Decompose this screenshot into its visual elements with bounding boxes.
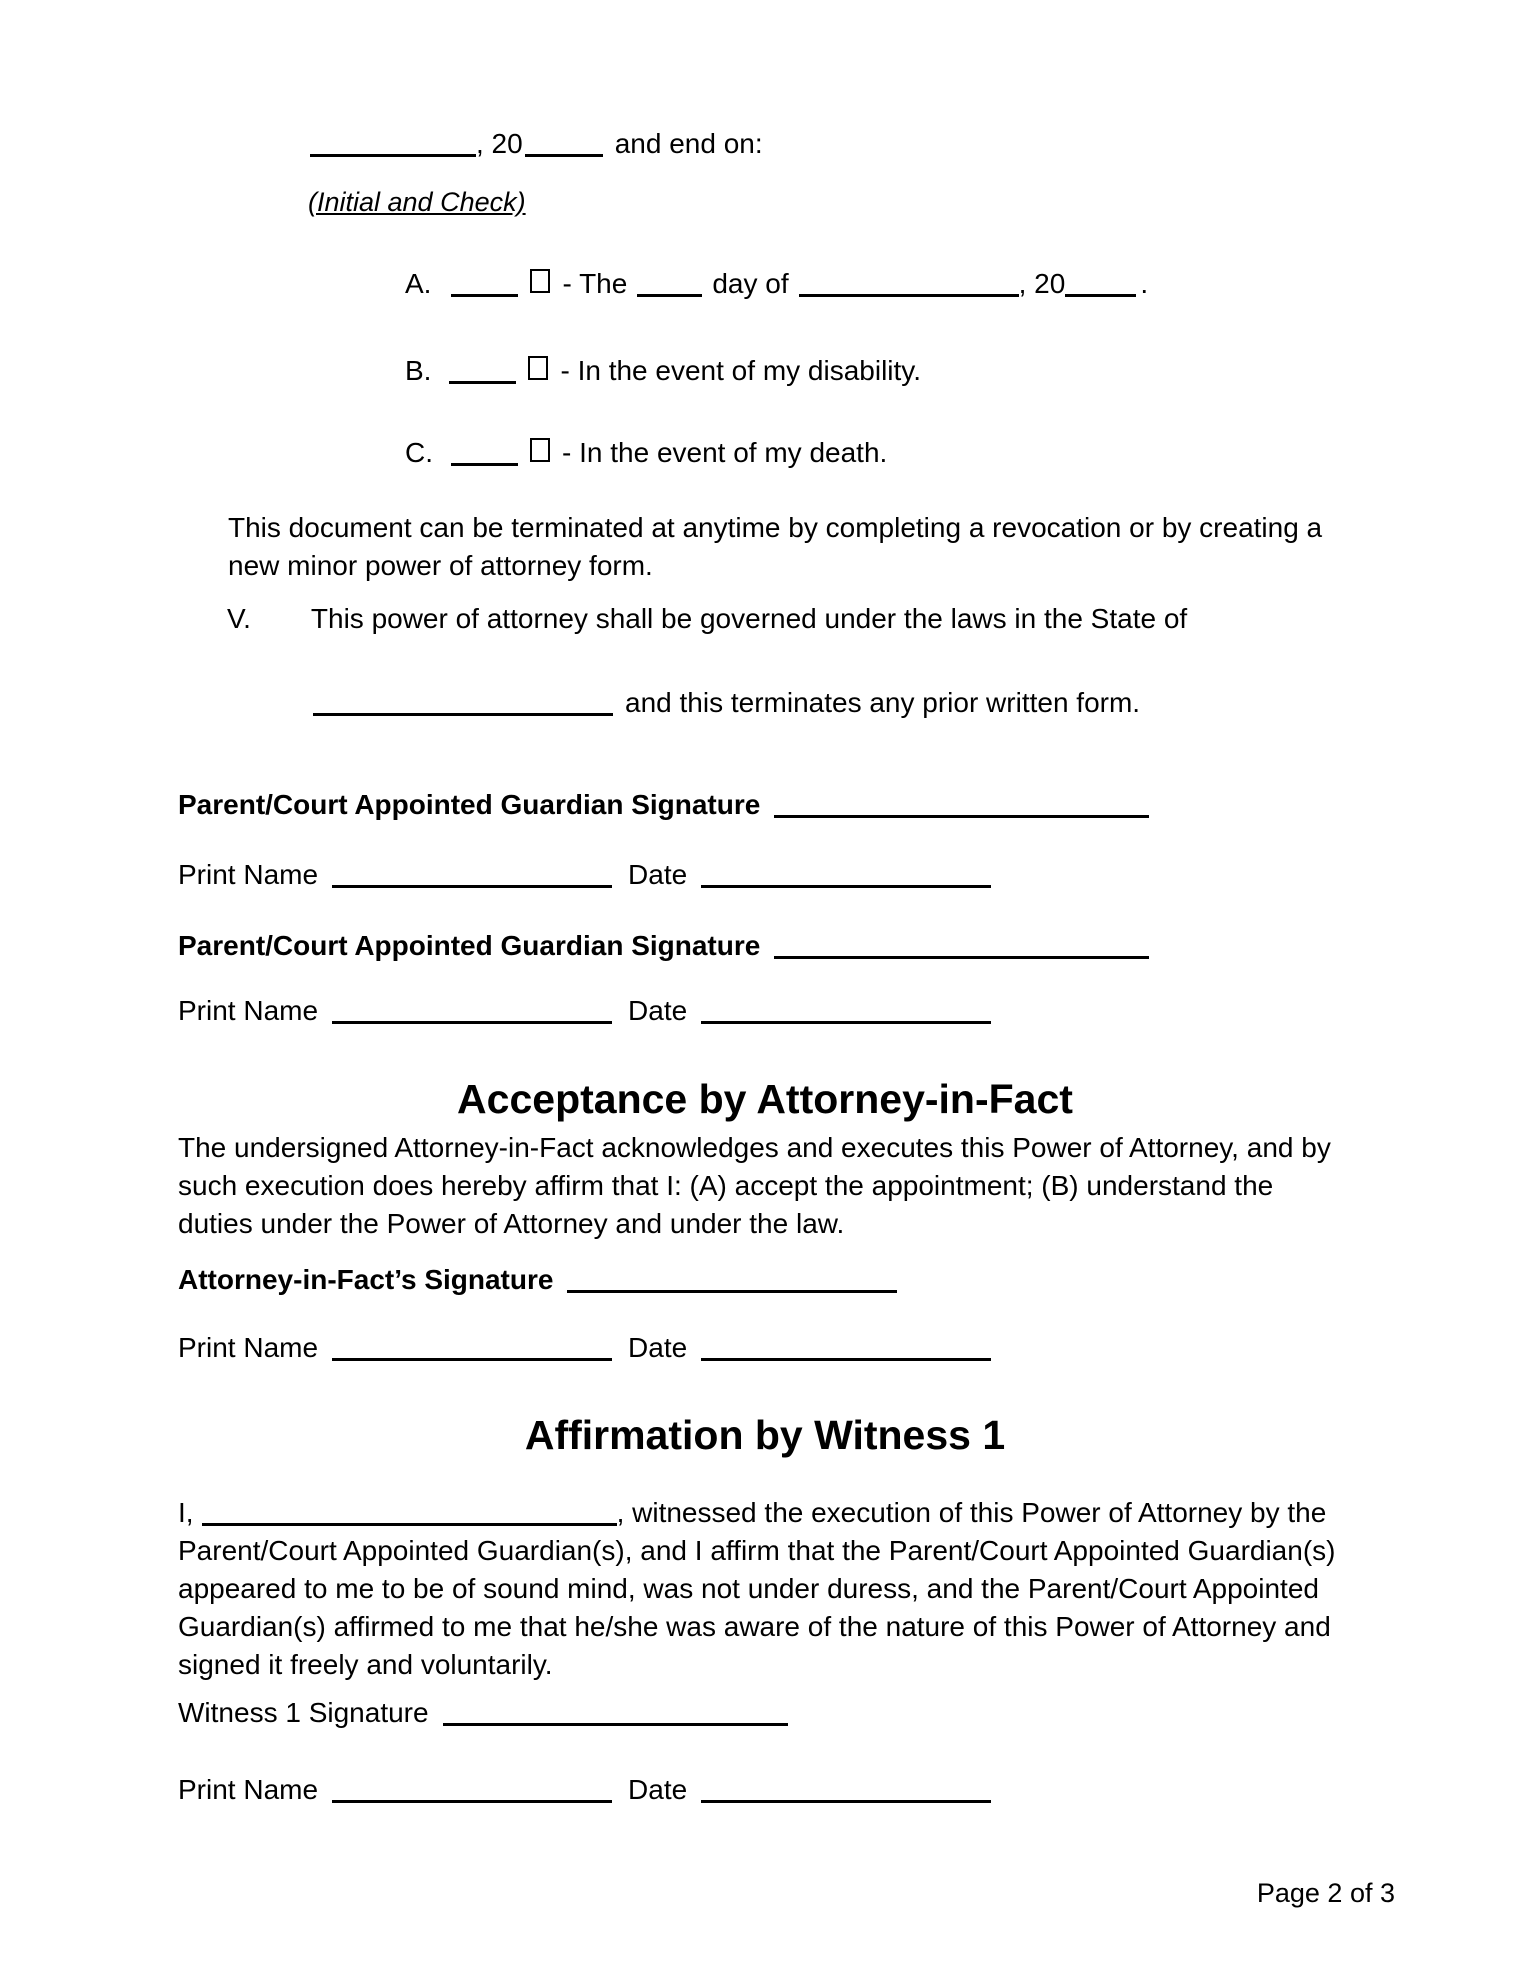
option-a-row bbox=[405, 265, 1148, 303]
attorney-print-name-blank[interactable] bbox=[332, 1332, 612, 1361]
date-label-4: Date bbox=[628, 1774, 688, 1805]
guardian-signature-label-1: Parent/Court Appointed Guardian Signature bbox=[178, 789, 761, 820]
clause-v-numeral: V. bbox=[227, 603, 251, 634]
start-date-line-tail: and end on: bbox=[614, 128, 763, 159]
option-a-day-blank[interactable] bbox=[637, 268, 702, 297]
page-number: Page 2 of 3 bbox=[1256, 1878, 1395, 1908]
clause-v-row bbox=[227, 600, 1187, 638]
guardian-signature-blank-1[interactable] bbox=[774, 789, 1149, 818]
witness1-print-name-blank[interactable] bbox=[332, 1774, 612, 1803]
option-c-row bbox=[405, 434, 887, 472]
date-label-3: Date bbox=[628, 1332, 688, 1363]
option-a-initial-blank[interactable] bbox=[451, 268, 518, 297]
option-a-day-of: day of bbox=[712, 268, 789, 299]
acceptance-paragraph: The undersigned Attorney-in-Fact acknowledges and executes this Power of Attorney, and by such execution does hereby affirm that I: (A) accept the appointment; (B) understand the duties under the Power of Attorney and under the law. bbox=[178, 1132, 1331, 1239]
start-year-blank[interactable] bbox=[525, 128, 603, 157]
attorney-signature-label: Attorney-in-Fact’s Signature bbox=[178, 1264, 554, 1295]
option-b-letter: B. bbox=[405, 355, 432, 386]
witness1-signature-row bbox=[178, 1694, 788, 1732]
attorney-signature-blank[interactable] bbox=[567, 1264, 897, 1293]
attorney-signature-row bbox=[178, 1261, 897, 1299]
witness1-paragraph bbox=[178, 1494, 1418, 1684]
date-label-2: Date bbox=[628, 995, 688, 1026]
option-a-month-blank[interactable] bbox=[799, 268, 1019, 297]
option-c-initial-blank[interactable] bbox=[451, 437, 518, 466]
guardian-date-blank-1[interactable] bbox=[701, 859, 991, 888]
guardian-print-row-2 bbox=[178, 992, 991, 1030]
print-name-label-4: Print Name bbox=[178, 1774, 319, 1805]
option-a-checkbox[interactable] bbox=[530, 269, 550, 293]
witness1-intro: I, bbox=[178, 1497, 194, 1528]
date-label-1: Date bbox=[628, 859, 688, 890]
state-line-tail: and this terminates any prior written form. bbox=[625, 687, 1141, 718]
print-name-label-1: Print Name bbox=[178, 859, 319, 890]
guardian-signature-blank-2[interactable] bbox=[774, 930, 1149, 959]
guardian-signature-label-2: Parent/Court Appointed Guardian Signature bbox=[178, 930, 761, 961]
option-b-text: - In the event of my disability. bbox=[560, 355, 921, 386]
clause-v-text: This power of attorney shall be governed under the laws in the State of bbox=[310, 603, 1188, 634]
witness1-heading: Affirmation by Witness 1 bbox=[524, 1412, 1006, 1458]
initial-and-check-note bbox=[308, 183, 526, 221]
option-a-comma-20: , 20 bbox=[1018, 268, 1066, 299]
option-b-row bbox=[405, 352, 921, 390]
start-date-line-text: , 20 bbox=[476, 128, 523, 159]
acceptance-heading: Acceptance by Attorney-in-Fact bbox=[457, 1076, 1073, 1122]
state-blank[interactable] bbox=[313, 687, 613, 716]
witness1-print-row bbox=[178, 1771, 991, 1809]
termination-paragraph: This document can be terminated at anytime by completing a revocation or by creating a new minor power of attorney form. bbox=[228, 512, 1323, 581]
print-name-label-2: Print Name bbox=[178, 995, 319, 1026]
option-c-text: - In the event of my death. bbox=[562, 437, 888, 468]
start-date-line bbox=[310, 125, 763, 163]
witness1-paragraph-tail: , witnessed the execution of this Power of Attorney by the Parent/Court Appointed Guardian(s), and I affirm that the Parent/Court Appointed Guardian(s) appeared to me to be of sound mind, was not under duress, and the Parent/Court Appointed Guardian(s) affirmed to me that he/she was aware of the nature of this Power of Attorney and signed it freely and voluntarily. bbox=[178, 1497, 1336, 1680]
option-b-initial-blank[interactable] bbox=[449, 355, 516, 384]
option-c-letter: C. bbox=[405, 437, 433, 468]
option-c-checkbox[interactable] bbox=[530, 438, 550, 462]
witness1-signature-blank[interactable] bbox=[443, 1697, 788, 1726]
guardian-signature-row-2 bbox=[178, 927, 1149, 965]
option-b-checkbox[interactable] bbox=[528, 356, 548, 380]
guardian-date-blank-2[interactable] bbox=[701, 995, 991, 1024]
witness1-name-blank[interactable] bbox=[202, 1497, 617, 1526]
guardian-print-row-1 bbox=[178, 856, 991, 894]
option-a-year-blank[interactable] bbox=[1065, 268, 1136, 297]
guardian-print-name-blank-2[interactable] bbox=[332, 995, 612, 1024]
witness1-signature-label: Witness 1 Signature bbox=[178, 1697, 429, 1728]
attorney-date-blank[interactable] bbox=[701, 1332, 991, 1361]
option-a-period: . bbox=[1140, 268, 1149, 299]
witness1-date-blank[interactable] bbox=[701, 1774, 991, 1803]
attorney-print-row bbox=[178, 1329, 991, 1367]
option-a-dash-the: - The bbox=[562, 268, 628, 299]
option-a-letter: A. bbox=[405, 268, 432, 299]
state-line bbox=[313, 684, 1140, 722]
guardian-print-name-blank-1[interactable] bbox=[332, 859, 612, 888]
initial-and-check-label: (Initial and Check) bbox=[308, 187, 526, 217]
print-name-label-3: Print Name bbox=[178, 1332, 319, 1363]
start-date-blank[interactable] bbox=[310, 128, 476, 157]
guardian-signature-row-1 bbox=[178, 786, 1149, 824]
